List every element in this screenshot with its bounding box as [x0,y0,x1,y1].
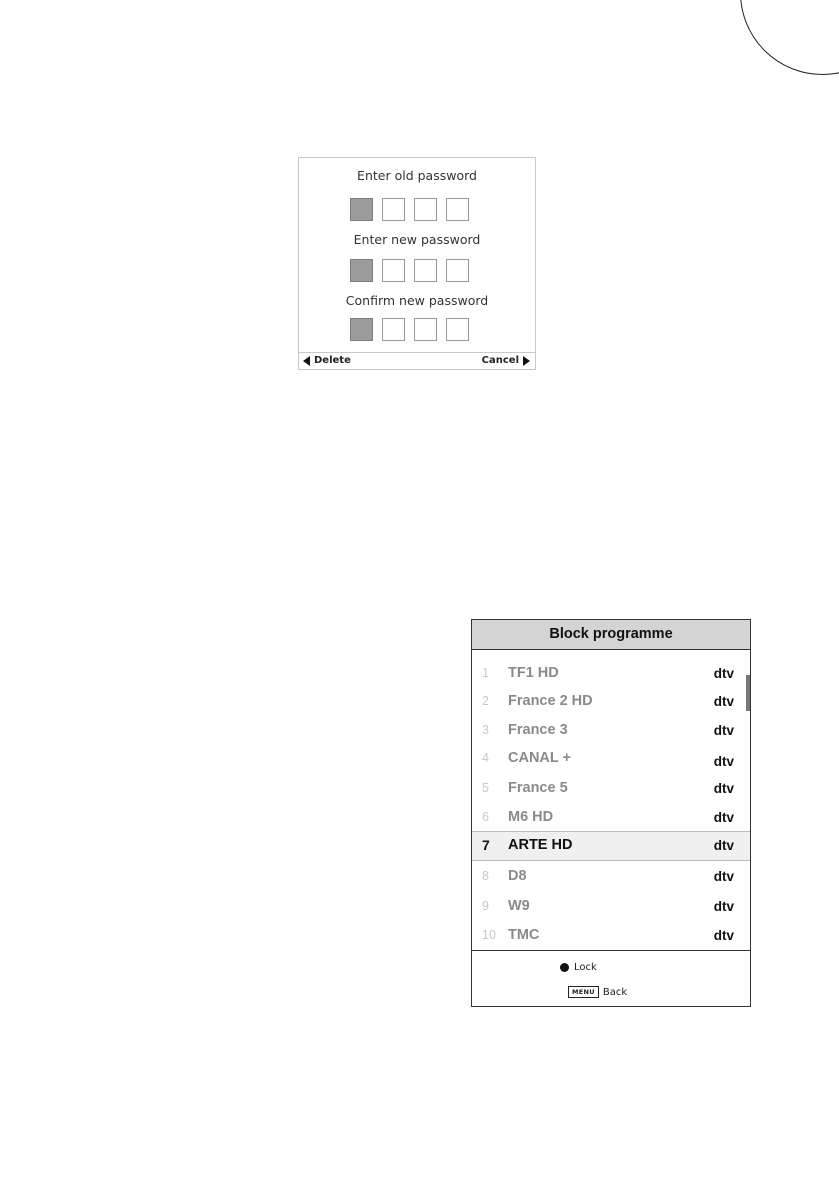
channel-number: 4 [482,751,489,765]
channel-row[interactable] [472,893,750,921]
channel-number: 1 [482,666,489,680]
panel-title: Block programme [472,620,750,650]
confirm-password-digit-4[interactable] [446,318,469,341]
channel-type: dtv [713,928,734,943]
delete-label: Delete [314,355,351,366]
cancel-button[interactable] [482,355,530,366]
channel-number: 5 [482,781,489,795]
circle-icon [560,963,569,972]
menu-key-icon: MENU [568,986,599,998]
channel-type: dtv [713,781,734,796]
channel-name: CANAL + [508,750,571,766]
password-dialog-footer [299,352,535,371]
page-corner-arc [740,0,839,75]
channel-row[interactable] [472,717,750,745]
old-password-field[interactable] [350,198,469,221]
channel-type: dtv [713,754,734,769]
confirm-password-label: Confirm new password [345,293,489,308]
old-password-digit-2[interactable] [382,198,405,221]
confirm-password-digit-1[interactable] [350,318,373,341]
channel-row[interactable] [472,922,750,950]
channel-number: 10 [482,928,496,942]
channel-name: D8 [508,868,527,884]
channel-row[interactable] [472,804,750,832]
change-password-dialog [298,157,536,370]
channel-type: dtv [713,694,734,709]
channel-name: France 5 [508,780,568,796]
channel-type: dtv [713,899,734,914]
new-password-digit-4[interactable] [446,259,469,282]
channel-row[interactable] [472,775,750,803]
old-password-digit-3[interactable] [414,198,437,221]
channel-type: dtv [713,810,734,825]
old-password-digit-1[interactable] [350,198,373,221]
delete-button[interactable] [303,355,351,366]
channel-number: 6 [482,810,489,824]
channel-row[interactable] [472,745,750,773]
block-programme-panel [471,619,751,1007]
lock-hint[interactable] [560,962,597,973]
channel-row-selected[interactable] [472,831,750,861]
channel-name: France 2 HD [508,693,593,709]
old-password-digit-4[interactable] [446,198,469,221]
channel-number: 2 [482,694,489,708]
back-hint[interactable] [568,986,627,998]
channel-row[interactable] [472,660,750,688]
channel-number: 8 [482,869,489,883]
channel-number: 9 [482,899,489,913]
new-password-label: Enter new password [353,232,481,247]
channel-name: M6 HD [508,809,554,825]
channel-row[interactable] [472,863,750,891]
channel-name: TF1 HD [508,665,559,681]
old-password-label: Enter old password [357,168,477,183]
channel-name: ARTE HD [508,837,573,853]
new-password-digit-1[interactable] [350,259,373,282]
cancel-label: Cancel [481,355,519,366]
right-arrow-icon [523,356,530,366]
panel-footer [472,950,750,1006]
confirm-password-digit-2[interactable] [382,318,405,341]
channel-name: TMC [508,927,540,943]
left-arrow-icon [303,356,310,366]
back-label: Back [602,986,628,998]
channel-number: 7 [482,837,490,853]
confirm-password-field[interactable] [350,318,469,341]
new-password-digit-3[interactable] [414,259,437,282]
channel-row[interactable] [472,688,750,716]
lock-label: Lock [574,962,597,973]
confirm-password-digit-3[interactable] [414,318,437,341]
list-scrollbar[interactable] [746,675,750,711]
channel-type: dtv [713,666,734,681]
new-password-digit-2[interactable] [382,259,405,282]
channel-name: France 3 [508,722,568,738]
channel-type: dtv [713,838,734,853]
channel-type: dtv [713,869,734,884]
channel-type: dtv [713,723,734,738]
new-password-field[interactable] [350,259,469,282]
channel-number: 3 [482,723,489,737]
channel-name: W9 [508,898,530,914]
